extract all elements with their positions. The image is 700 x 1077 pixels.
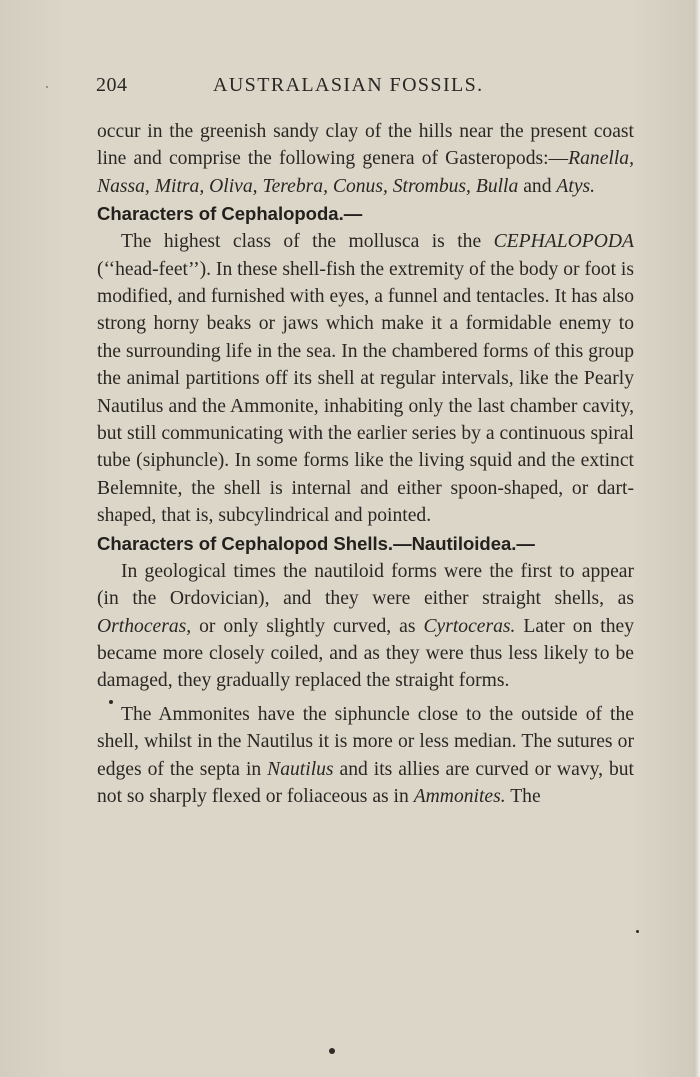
text-run: The — [505, 785, 541, 807]
text-run: The Ammonites have the siphuncle close to the outside of the shell, whilst in the Nautilus it is more or less median. The sutures or edges of the septa in — [97, 703, 634, 780]
running-title: AUSTRALASIAN FOSSILS. — [213, 74, 484, 96]
text-run: In geological times the nautiloid forms were the first to appear (in the Ordovician), and they were either straight shells, as — [97, 560, 634, 610]
text-run: Later on they became more closely coiled, and as they were thus less likely to be damaged, they gradually replaced the straight forms. — [97, 615, 634, 692]
print-speck — [329, 1048, 335, 1054]
page-edge — [694, 0, 700, 1077]
italic-term: Orthoceras, — [97, 615, 192, 637]
print-speck — [109, 700, 113, 704]
italic-term: Nautilus — [267, 758, 334, 780]
text-run: occur in the greenish sandy clay of the hills near the present coast line and comprise the following genera of Gasteropods:— — [97, 121, 634, 170]
heading-nautiloidea: Characters of Cephalopod Shells.—Nautiloidea.— — [97, 532, 535, 554]
page-number: 204 — [96, 74, 128, 96]
print-speck — [636, 930, 639, 933]
paragraph-opening — [97, 118, 634, 200]
paragraph-cephalopoda — [97, 228, 634, 529]
text-run: The highest class of the mollusca is the — [121, 231, 494, 253]
italic-term: Ammonites. — [413, 785, 506, 807]
print-speck — [46, 86, 48, 88]
body-text — [97, 118, 634, 810]
paragraph-nautiloid — [97, 558, 634, 695]
text-run: (‘‘head-feet’’). In these shell-fish the extremity of the body or foot is modified, and furnished with eyes, a funnel and tentacles. It has also strong horny beaks or jaws which make it a formidable enemy to the surrounding life in the sea. In the chambered forms of this group the animal partitions off its shell at regular intervals, like the Pearly Nautilus and the Ammonite, inhabiting only the last chamber cavity, but still communicating with the earlier series by a continuous spiral tube (siphuncle). In some forms like the living squid and the extinct Belemnite, the shell is internal and either spoon-shaped, or dart-shaped, that is, subcylindrical and pointed. — [97, 258, 634, 527]
italic-term: CEPHALOPODA — [493, 231, 634, 253]
heading-cephalopoda: Characters of Cephalopoda.— — [97, 203, 363, 225]
italic-term: Atys. — [556, 175, 596, 197]
page-header — [96, 74, 636, 102]
paragraph-ammonites — [97, 701, 634, 811]
text-run: and its allies are curved or wavy, but not so sharply flexed or foliaceous as in — [97, 758, 634, 807]
text-run: or only slightly curved, as — [191, 615, 424, 637]
italic-term: Cyrtoceras. — [423, 615, 516, 637]
text-run: and — [518, 175, 557, 197]
italic-term: Ranella, Nassa, Mitra, Oliva, Terebra, Conus, Strombus, Bulla — [97, 148, 634, 197]
